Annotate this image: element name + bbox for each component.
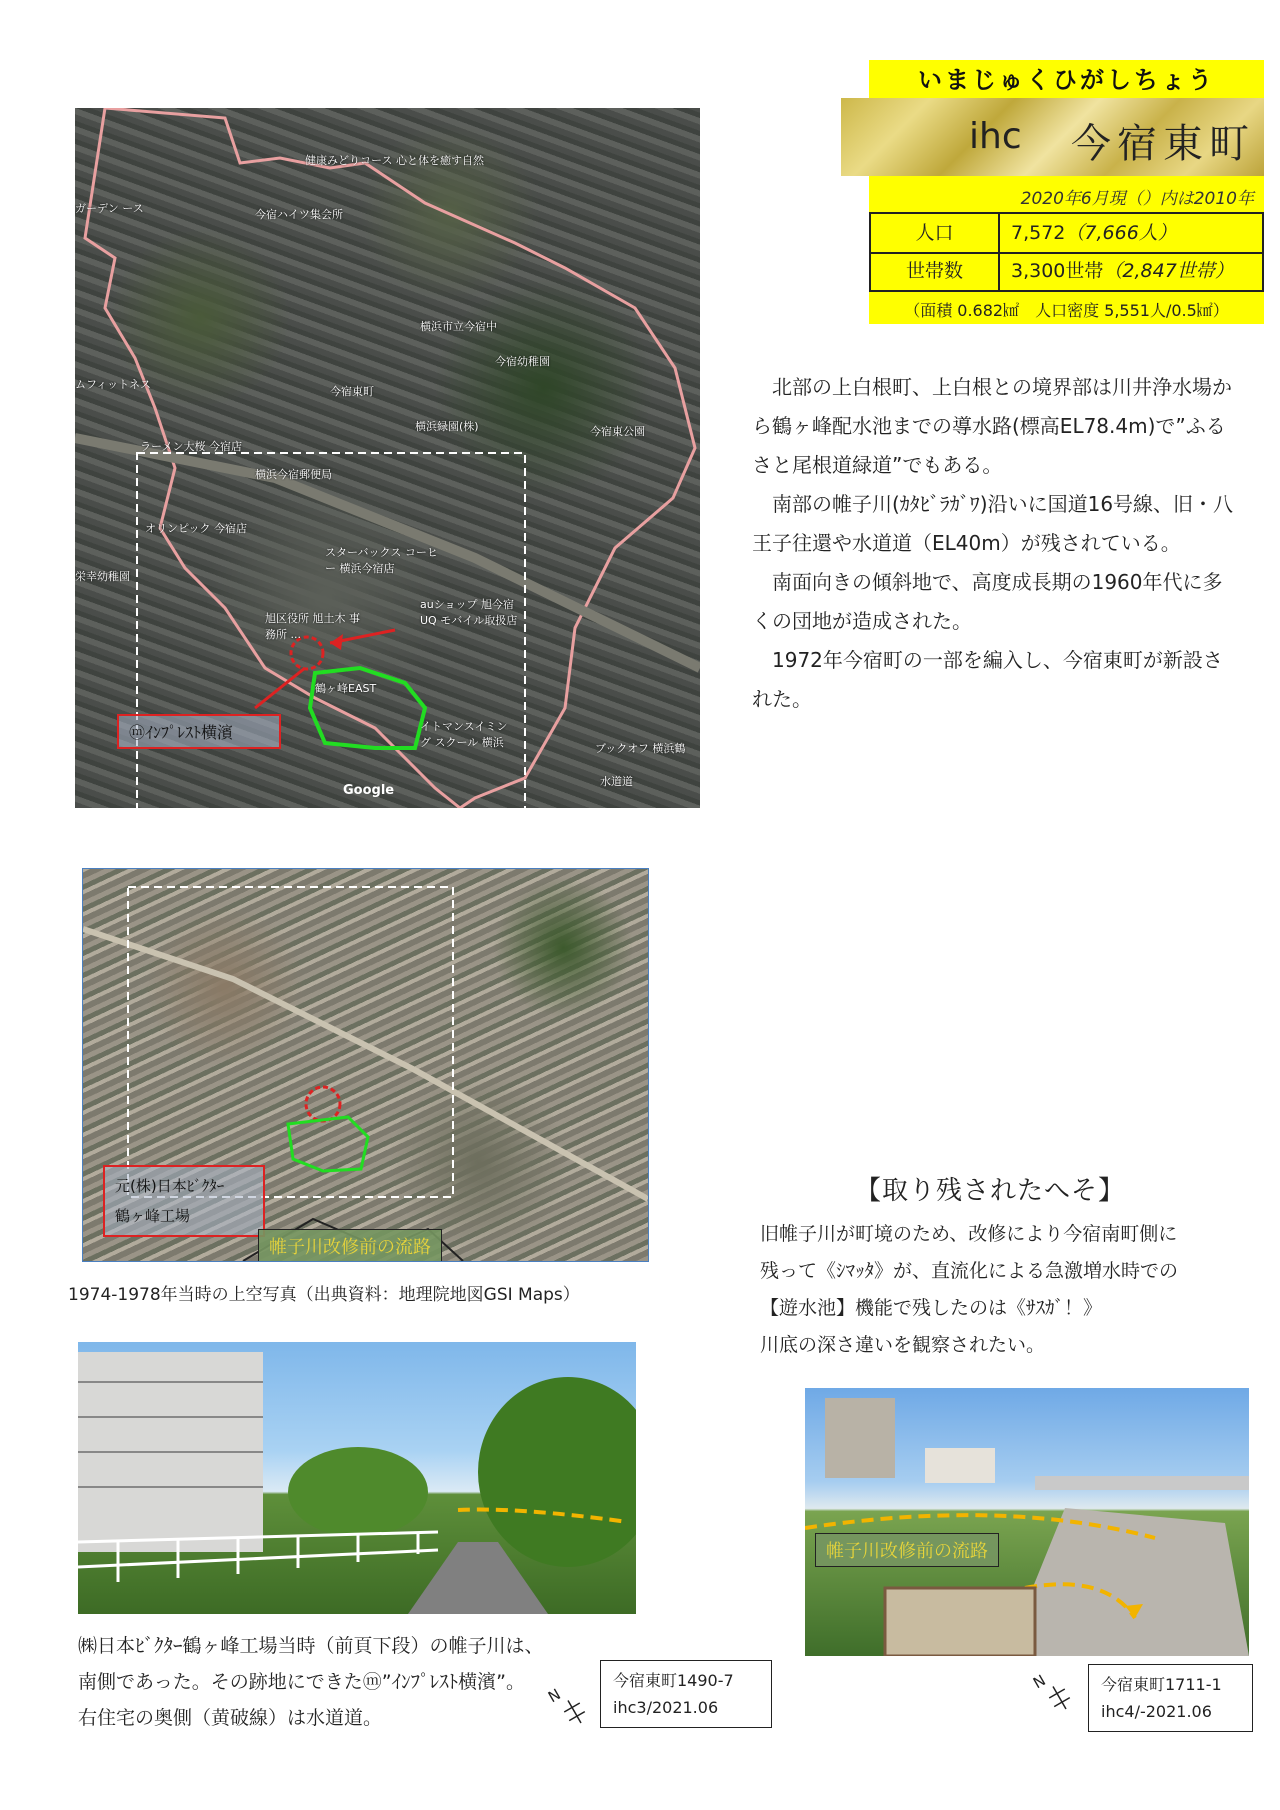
map-label: 今宿東公園 xyxy=(590,425,645,438)
street-photo xyxy=(78,1342,636,1614)
factory-callout-line: 元(株)日本ﾋﾞｸﾀｰ xyxy=(115,1177,225,1195)
north-arrow-icon: N xyxy=(545,1676,595,1733)
stats-row-population xyxy=(871,214,1262,254)
site-callout: ⓜｲﾝﾌﾟﾚｽﾄ横濱 xyxy=(117,714,281,749)
section-line: 残って《ｼﾏｯﾀ》が、直流化による急激増水時での xyxy=(760,1260,1179,1282)
map-label: ブックオフ 横浜鶴 xyxy=(595,742,686,755)
photo-location: 今宿東町1490-7 xyxy=(613,1671,734,1690)
stats-as-of: 2020年6月現（）内は2010年 xyxy=(1020,189,1254,209)
title-block xyxy=(869,60,1264,324)
photo2-overlay xyxy=(805,1388,1249,1656)
map-overlay xyxy=(75,108,700,808)
town-name: 今宿東町 xyxy=(1071,121,1255,167)
map-label: ガーデン ース xyxy=(75,202,144,215)
stats-value: 7,572（7,666人） xyxy=(1011,222,1177,244)
map-attribution: Google xyxy=(343,783,395,798)
photo-code: ihc4/-2021.06 xyxy=(1101,1702,1212,1721)
town-name-bar xyxy=(841,98,1264,176)
map-label: 旭区役所 旭土木 事務所 ... xyxy=(265,612,360,641)
caption-line: 右住宅の奥側（黄破線）は水道道。 xyxy=(78,1707,383,1729)
aerial-caption: 1974-1978年当時の上空写真（出典資料：地理院地図GSI Maps） xyxy=(68,1285,580,1305)
map-label: オリンピック 今宿店 xyxy=(145,522,248,535)
street-photo-caption xyxy=(78,1628,618,1736)
map-label: auショップ 旭今宿 UQ モバイル取扱店 xyxy=(420,598,518,627)
factory-callout-line: 鶴ヶ峰工場 xyxy=(115,1207,191,1225)
tree-cluster xyxy=(288,1447,428,1537)
stats-label: 世帯数 xyxy=(871,252,1000,290)
map-label: 今宿東町 xyxy=(330,385,374,398)
town-description xyxy=(752,368,1237,719)
stats-value: 3,300世帯（2,847世帯） xyxy=(1011,260,1234,282)
old-river-label: 帷子川改修前の流路 xyxy=(258,1229,442,1262)
map-label: ムフィットネス xyxy=(75,378,152,391)
photo2-location-box xyxy=(1088,1664,1253,1732)
caption-line: 南側であった。その跡地にできたⓜ”ｲﾝﾌﾟﾚｽﾄ横濱”。 xyxy=(78,1671,525,1693)
bridge xyxy=(1035,1476,1249,1490)
map-label: 今宿ハイツ集会所 xyxy=(255,208,343,221)
description-paragraph: 1972年今宿町の一部を編入し、今宿東町が新設された。 xyxy=(752,648,1223,711)
map-label: イトマンスイミング スクール 横浜 xyxy=(420,720,508,749)
map-label: 横浜今宿郵便局 xyxy=(255,468,332,481)
stats-row-households xyxy=(871,252,1262,290)
photo1-overlay xyxy=(78,1342,636,1614)
tree-cluster xyxy=(478,1377,636,1567)
section-heading: 【取り残されたへそ】 xyxy=(855,1176,1126,1206)
photo1-location-box xyxy=(600,1660,772,1728)
old-river-label: 帷子川改修前の流路 xyxy=(815,1533,999,1567)
stats-table xyxy=(869,212,1264,292)
map-label: 横浜市立今宿中 xyxy=(420,320,497,333)
caption-line: ㈱日本ﾋﾞｸﾀｰ鶴ヶ峰工場当時（前頁下段）の帷子川は、 xyxy=(78,1635,544,1657)
town-kana: いまじゅくひがしちょう xyxy=(918,66,1215,94)
north-arrow-icon: N xyxy=(1030,1662,1080,1719)
description-paragraph: 南面向きの傾斜地で、高度成長期の1960年代に多くの団地が造成された。 xyxy=(752,570,1223,633)
map-label: 栄幸幼稚園 xyxy=(75,570,130,583)
map-label: 健康みどりコース 心と体を癒す自然 xyxy=(305,154,484,167)
town-code: ihc xyxy=(969,116,1022,157)
map-label: ラーメン大桜 今宿店 xyxy=(140,440,242,453)
house xyxy=(925,1448,995,1483)
housing-highlight xyxy=(288,1117,368,1171)
map-label: 鶴ヶ峰EAST xyxy=(315,682,377,695)
river-photo xyxy=(805,1388,1249,1656)
description-paragraph: 北部の上白根町、上白根との境界部は川井浄水場から鶴ヶ峰配水池までの導水路(標高EL78.4m)で”ふるさと尾根道緑道”でもある。 xyxy=(752,375,1232,477)
site-marker-circle xyxy=(306,1087,340,1121)
map-label: スターバックス コーヒー 横浜今宿店 xyxy=(325,546,438,575)
photo-location: 今宿東町1711-1 xyxy=(1101,1675,1222,1694)
section-text xyxy=(760,1216,1250,1364)
satellite-map xyxy=(75,108,700,808)
old-road xyxy=(83,929,648,1199)
map-label: 水道道 xyxy=(600,775,633,788)
aerial-photo xyxy=(82,868,649,1262)
section-line: 川底の深さ違いを観察されたい。 xyxy=(760,1334,1046,1356)
description-paragraph: 南部の帷子川(ｶﾀﾋﾞﾗｶﾞﾜ)沿いに国道16号線、旧・八王子往還や水道道（EL40m）が残されている。 xyxy=(752,492,1234,555)
section-line: 【遊水池】機能で残したのは《ｻｽｶﾞ！》 xyxy=(760,1297,1103,1319)
stats-label: 人口 xyxy=(871,214,1000,252)
scaffold-building xyxy=(825,1398,895,1478)
map-label: 今宿幼稚園 xyxy=(495,355,550,368)
section-line: 旧帷子川が町境のため、改修により今宿南町側に xyxy=(760,1223,1178,1245)
area-density: （面積 0.682㎢ 人口密度 5,551人/0.5㎢） xyxy=(904,301,1229,320)
photo-code: ihc3/2021.06 xyxy=(613,1698,719,1717)
signboard xyxy=(885,1588,1035,1656)
factory-callout xyxy=(103,1165,265,1237)
map-label: 横浜緑園(株) xyxy=(415,420,479,433)
